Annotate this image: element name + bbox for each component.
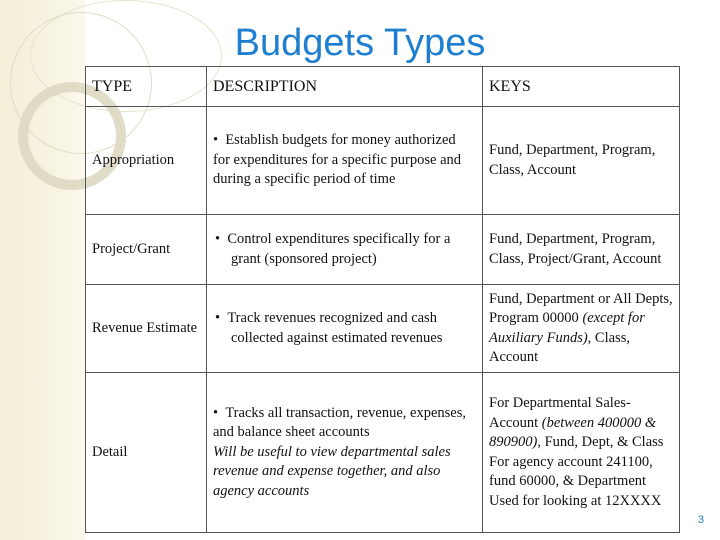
header-type: TYPE: [86, 67, 207, 107]
bullet-icon: •: [213, 132, 219, 149]
bullet-icon: •: [213, 404, 219, 421]
header-description: DESCRIPTION: [207, 67, 483, 107]
keys-text: , Class, Account: [489, 329, 630, 365]
page-number: 3: [697, 514, 704, 526]
keys-text: Fund, Department or All Depts, Program 00000: [489, 290, 673, 326]
table-header-row: [86, 67, 680, 107]
row-type: Revenue Estimate: [86, 285, 207, 373]
row-keys: [483, 285, 680, 373]
bullet-icon: •: [215, 310, 221, 326]
table-row: [86, 215, 680, 285]
keys-italic-text: (between 400000 & 890900): [489, 414, 657, 450]
bullet-icon: •: [215, 231, 221, 247]
row-description: [207, 107, 483, 215]
bullet-item: [213, 309, 476, 348]
table-row: [86, 107, 680, 215]
table-row: [86, 373, 680, 533]
slide-title: Budgets Types: [234, 22, 486, 64]
row-type: Detail: [86, 373, 207, 533]
keys-italic-text: (except for Auxiliary Funds): [489, 310, 645, 346]
row-type: Project/Grant: [86, 215, 207, 285]
bullet-item: [213, 131, 476, 190]
row-keys: Fund, Department, Program, Class, Account: [483, 107, 680, 215]
header-keys: KEYS: [483, 67, 680, 107]
description-text: Control expenditures specifically for a grant (sponsored project): [227, 231, 451, 267]
keys-text: For Departmental Sales-Account: [489, 395, 631, 431]
bullet-item: [213, 230, 476, 269]
bullet-item: [213, 404, 476, 443]
description-text: Establish budgets for money authorized for expenditures for a specific purpose and during a specific period of time: [213, 132, 462, 188]
keys-text: , Fund, Dept, & Class For agency account 241100, fund 60000, & Department: [489, 434, 664, 489]
row-type: Appropriation: [86, 107, 207, 215]
row-description: [207, 215, 483, 285]
row-keys: Fund, Department, Program, Class, Project/Grant, Account: [483, 215, 680, 285]
row-keys: [483, 373, 680, 533]
row-description: [207, 373, 483, 533]
keys-text: Used for looking at 12XXXX: [489, 492, 662, 509]
description-text: Track revenues recognized and cash collected against estimated revenues: [227, 310, 443, 346]
description-italic-text: Will be useful to view departmental sales revenue and expense together, and also agency accounts: [213, 443, 451, 499]
table-row: [86, 285, 680, 373]
row-description: [207, 285, 483, 373]
description-text: Tracks all transaction, revenue, expenses, and balance sheet accounts: [213, 404, 466, 441]
budget-types-table: [85, 66, 680, 533]
